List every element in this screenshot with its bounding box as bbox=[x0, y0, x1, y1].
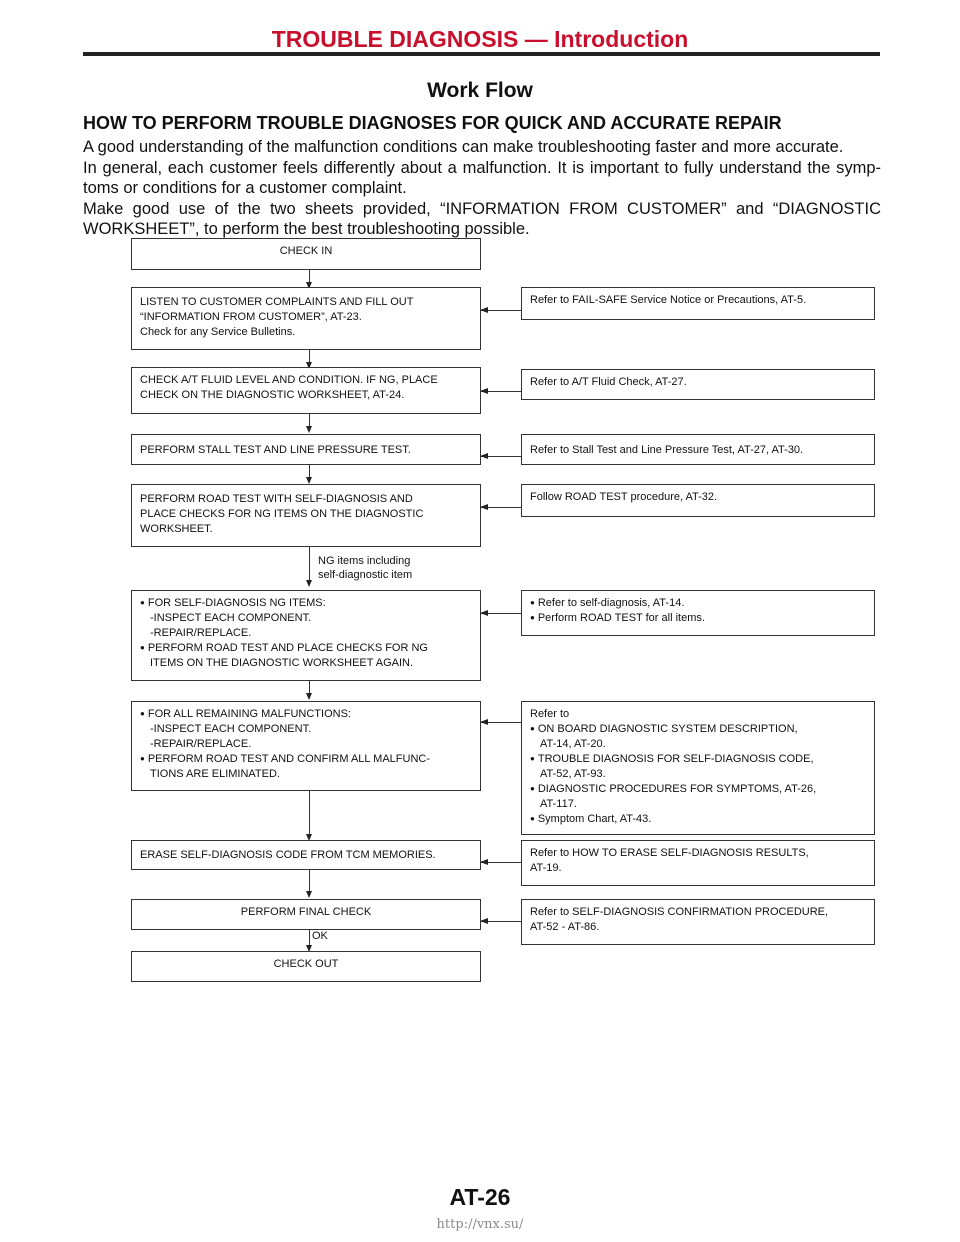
box-text: ● Perform ROAD TEST for all items. bbox=[530, 611, 866, 626]
subsection-title: HOW TO PERFORM TROUBLE DIAGNOSES FOR QUICK AND ACCURATE REPAIR bbox=[83, 113, 782, 133]
note-text: self-diagnostic item bbox=[318, 569, 413, 581]
arrow-left-icon bbox=[480, 453, 488, 459]
box-text: Refer to HOW TO ERASE SELF-DIAGNOSIS RESULTS, bbox=[530, 847, 809, 859]
box-text: ● FOR SELF-DIAGNOSIS NG ITEMS: bbox=[140, 596, 472, 611]
check-out-box bbox=[131, 951, 481, 982]
page-number: AT-26 bbox=[449, 1184, 511, 1210]
intro-line: WORKSHEET”, to perform the best troubleshooting possible. bbox=[83, 220, 530, 238]
check-fluid-box bbox=[131, 367, 481, 414]
box-text: ● DIAGNOSTIC PROCEDURES FOR SYMPTOMS, AT-26, bbox=[530, 782, 866, 797]
arrow-left-icon bbox=[480, 388, 488, 394]
ref-box bbox=[521, 287, 875, 320]
section-title: Work Flow bbox=[427, 79, 533, 102]
box-text: -INSPECT EACH COMPONENT. bbox=[150, 612, 312, 624]
ok-label: OK bbox=[312, 930, 328, 942]
self-diagnosis-ng-box bbox=[131, 590, 481, 681]
check-in-box bbox=[131, 238, 481, 270]
ref-box bbox=[521, 840, 875, 886]
box-text: CHECK OUT bbox=[273, 958, 339, 970]
intro-line: toms or conditions for a customer complaint. bbox=[83, 179, 407, 197]
box-text: Refer to A/T Fluid Check, AT-27. bbox=[530, 376, 687, 388]
box-text: CHECK IN bbox=[279, 245, 333, 257]
box-text: PERFORM STALL TEST AND LINE PRESSURE TEST. bbox=[140, 444, 411, 456]
box-text: PERFORM ROAD TEST WITH SELF-DIAGNOSIS AND bbox=[140, 493, 413, 505]
connector bbox=[309, 547, 310, 584]
arrow-down-icon bbox=[306, 477, 312, 484]
arrow-down-icon bbox=[306, 891, 312, 898]
arrow-left-icon bbox=[480, 918, 488, 924]
page-header-title: TROUBLE DIAGNOSIS — Introduction bbox=[271, 26, 689, 52]
note-text: NG items including bbox=[318, 555, 411, 567]
ref-box bbox=[521, 484, 875, 517]
arrow-left-icon bbox=[480, 719, 488, 725]
box-text: AT-52, AT-93. bbox=[540, 768, 606, 780]
ref-box bbox=[521, 369, 875, 400]
box-text: PLACE CHECKS FOR NG ITEMS ON THE DIAGNOSTIC bbox=[140, 508, 424, 520]
box-text: ● ON BOARD DIAGNOSTIC SYSTEM DESCRIPTION, bbox=[530, 722, 866, 737]
final-check-box bbox=[131, 899, 481, 930]
box-text: PERFORM FINAL CHECK bbox=[240, 906, 372, 918]
box-text: Follow ROAD TEST procedure, AT-32. bbox=[530, 491, 718, 503]
intro-line: In general, each customer feels differently about a malfunction. It is important to fully understand the symp- bbox=[83, 158, 881, 177]
remaining-malfunctions-box bbox=[131, 701, 481, 791]
box-text: ERASE SELF-DIAGNOSIS CODE FROM TCM MEMORIES. bbox=[140, 849, 436, 861]
stall-test-box bbox=[131, 434, 481, 465]
arrow-left-icon bbox=[480, 307, 488, 313]
intro-line: A good understanding of the malfunction conditions can make troubleshooting faster and more accurate. bbox=[83, 138, 844, 156]
box-text: ● PERFORM ROAD TEST AND CONFIRM ALL MALFUNC- bbox=[140, 752, 472, 767]
box-text: ● Symptom Chart, AT-43. bbox=[530, 812, 866, 827]
erase-code-box bbox=[131, 840, 481, 870]
box-text: ● TROUBLE DIAGNOSIS FOR SELF-DIAGNOSIS CODE, bbox=[530, 752, 866, 767]
arrow-left-icon bbox=[480, 859, 488, 865]
ng-items-note bbox=[318, 554, 412, 582]
arrow-down-icon bbox=[306, 693, 312, 700]
box-text: -REPAIR/REPLACE. bbox=[150, 627, 252, 639]
box-text: AT-117. bbox=[540, 798, 577, 810]
box-text: -REPAIR/REPLACE. bbox=[150, 738, 252, 750]
box-text: Refer to bbox=[530, 708, 570, 720]
box-text: Refer to Stall Test and Line Pressure Test, AT-27, AT-30. bbox=[530, 444, 804, 456]
box-text: AT-19. bbox=[530, 862, 562, 874]
box-text: ITEMS ON THE DIAGNOSTIC WORKSHEET AGAIN. bbox=[150, 657, 414, 669]
road-test-box bbox=[131, 484, 481, 547]
box-text: TIONS ARE ELIMINATED. bbox=[150, 768, 280, 780]
box-text: AT-14, AT-20. bbox=[540, 738, 606, 750]
box-text: CHECK ON THE DIAGNOSTIC WORKSHEET, AT-24. bbox=[140, 389, 405, 401]
intro-text bbox=[83, 137, 881, 240]
arrow-left-icon bbox=[480, 610, 488, 616]
box-text: WORKSHEET. bbox=[140, 523, 213, 535]
box-text: ● PERFORM ROAD TEST AND PLACE CHECKS FOR NG bbox=[140, 641, 472, 656]
box-text: CHECK A/T FLUID LEVEL AND CONDITION. IF NG, PLACE bbox=[140, 374, 438, 386]
box-text: “INFORMATION FROM CUSTOMER”, AT-23. bbox=[140, 311, 362, 323]
footer-watermark-url: http://vnx.su/ bbox=[436, 1217, 524, 1232]
header-rule bbox=[83, 52, 880, 56]
box-text: LISTEN TO CUSTOMER COMPLAINTS AND FILL OUT bbox=[140, 296, 414, 308]
box-text: Refer to SELF-DIAGNOSIS CONFIRMATION PROCEDURE, bbox=[530, 906, 829, 918]
box-text: Refer to FAIL-SAFE Service Notice or Precautions, AT-5. bbox=[530, 294, 807, 306]
box-text: AT-52 - AT-86. bbox=[530, 921, 600, 933]
connector bbox=[309, 791, 310, 838]
arrow-down-icon bbox=[306, 426, 312, 433]
box-text: ● FOR ALL REMAINING MALFUNCTIONS: bbox=[140, 707, 472, 722]
intro-line: Make good use of the two sheets provided, “INFORMATION FROM CUSTOMER” and “DIAGNOSTIC bbox=[83, 199, 881, 218]
ref-box bbox=[521, 434, 875, 465]
arrow-down-icon bbox=[306, 580, 312, 587]
ref-box bbox=[521, 701, 875, 835]
ref-box bbox=[521, 899, 875, 945]
arrow-left-icon bbox=[480, 504, 488, 510]
listen-to-customer-box bbox=[131, 287, 481, 350]
box-text: -INSPECT EACH COMPONENT. bbox=[150, 723, 312, 735]
box-text: ● Refer to self-diagnosis, AT-14. bbox=[530, 596, 866, 611]
box-text: Check for any Service Bulletins. bbox=[140, 326, 296, 338]
ref-box bbox=[521, 590, 875, 636]
